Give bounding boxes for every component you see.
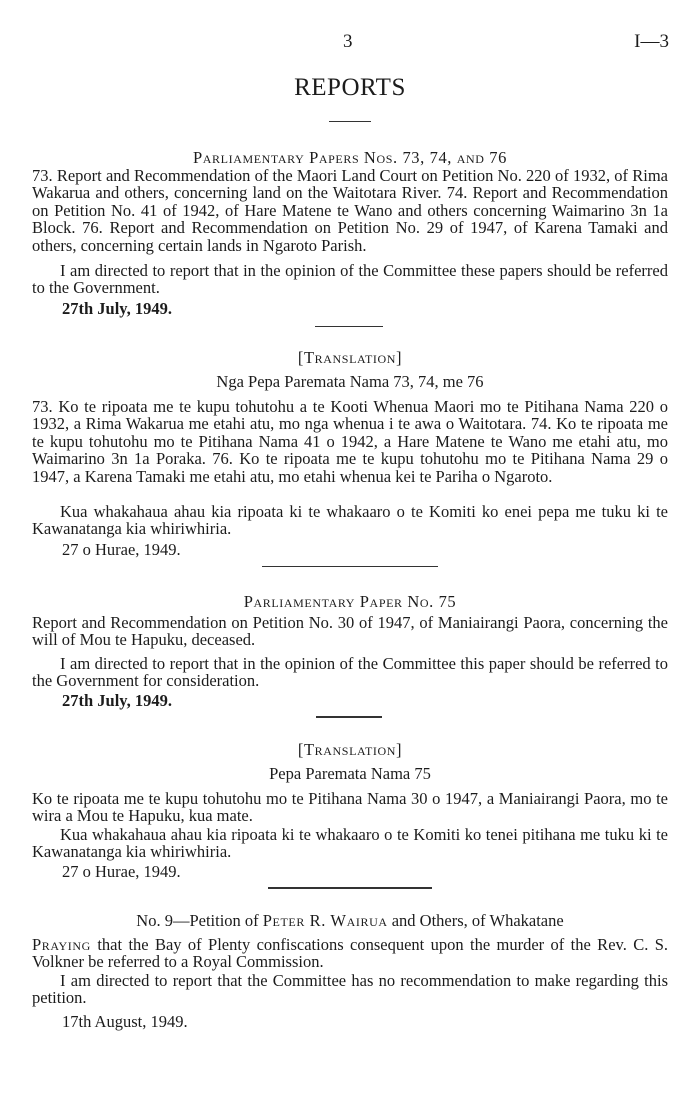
petition-body-text: that the Bay of Plenty confiscations consequent upon the murder of the Rev. C. S. Volkner be referred to a Royal Commission.	[32, 935, 668, 972]
translation-label: [Translation]	[297, 740, 403, 759]
petition-date: 17th August, 1949.	[62, 1012, 188, 1031]
section-direction: I am directed to report that in the opinion of the Committee these papers should be referred to the Government.	[32, 261, 668, 298]
translation-direction: Kua whakahaua ahau kia ripoata ki te whakaaro o te Komiti ko tenei pitihana me tuku ki te Kawanatanga kia whiriwhiria.	[32, 825, 668, 862]
page-number: 3	[343, 31, 353, 52]
petition-direction: I am directed to report that the Committee has no recommendation to make regarding this petition.	[32, 971, 668, 1008]
section-heading-papers-73-74-76: Parliamentary Papers Nos. 73, 74, and 76	[193, 148, 507, 167]
section-body: 73. Report and Recommendation of the Maori Land Court on Petition No. 220 of 1932, of Rima Wakarua and others, concerning land on the Waitotara River. 74. Report and Recommendation on Petition No. 41 of 1942, of Hare Matene te Wano and others concerning Waimarino 3n 1a Block. 76. Report and Recommendation on Petition No. 29 of 1947, of Karena Tamaki and others, concerning certain lands in Ngaroto Parish.	[32, 166, 668, 255]
section-direction: I am directed to report that in the opinion of the Committee this paper should be referred to the Government for consideration.	[32, 654, 668, 691]
translation-label: [Translation]	[297, 348, 403, 367]
translation-direction: Kua whakahaua ahau kia ripoata ki te whakaaro o te Komiti ko enei pepa me tuku ki te Kawanatanga kia whiriwhiria.	[32, 502, 668, 539]
section-date: 27th July, 1949.	[62, 691, 173, 710]
petition-body	[32, 936, 668, 971]
translation-body: 73. Ko te ripoata me te kupu tohutohu a te Kooti Whenua Maori mo te Pitihana Nama 220 o 1932, a Rima Wakarua me etahi atu, mo nga whenua i te awa o Waitotara. 74. Ko te ripoata me te kupu tohutohu mo te Pitihana Nama 41 o 1942, a Hare Matene te Wano me etahi atu, mo Waimarino 3n 1a Poraka. 76. Ko te ripoata me te kupu tohutohu mo te Pitihana Nama 29 o 1947, a Karena Tamaki me etahi atu, mo etahi whenua kei te Pariha o Ngaroto.	[32, 397, 668, 486]
section-date: 27th July, 1949.	[62, 299, 173, 318]
translation-body: Ko te ripoata me te kupu tohutohu mo te Pitihana Nama 30 o 1947, a Maniairangi Paora, mo te wira a Mou te Hapuku, kua mate.	[32, 789, 668, 826]
translation-date: 27 o Hurae, 1949.	[62, 540, 181, 559]
petition-heading-prefix: No. 9—Petition of	[136, 911, 263, 930]
section-heading-paper-75: Parliamentary Paper No. 75	[243, 592, 457, 611]
translation-date: 27 o Hurae, 1949.	[62, 862, 181, 881]
divider	[316, 716, 382, 718]
petition-body-lead: Praying	[32, 935, 91, 954]
petition-heading-suffix: and Others, of Whakatane	[387, 911, 564, 930]
petitioner-name: Peter R. Wairua	[262, 911, 388, 930]
section-body: Report and Recommendation on Petition No. 30 of 1947, of Maniairangi Paora, concerning the will of Mou te Hapuku, deceased.	[32, 613, 668, 650]
divider	[268, 887, 432, 889]
translation-heading: Nga Pepa Paremata Nama 73, 74, me 76	[216, 372, 484, 391]
document-reference: I—3	[634, 31, 669, 52]
page-title: REPORTS	[294, 74, 406, 101]
petition-heading	[0, 911, 700, 931]
divider	[329, 121, 371, 122]
divider	[262, 566, 438, 567]
divider	[315, 326, 383, 327]
translation-heading: Pepa Paremata Nama 75	[269, 764, 431, 783]
